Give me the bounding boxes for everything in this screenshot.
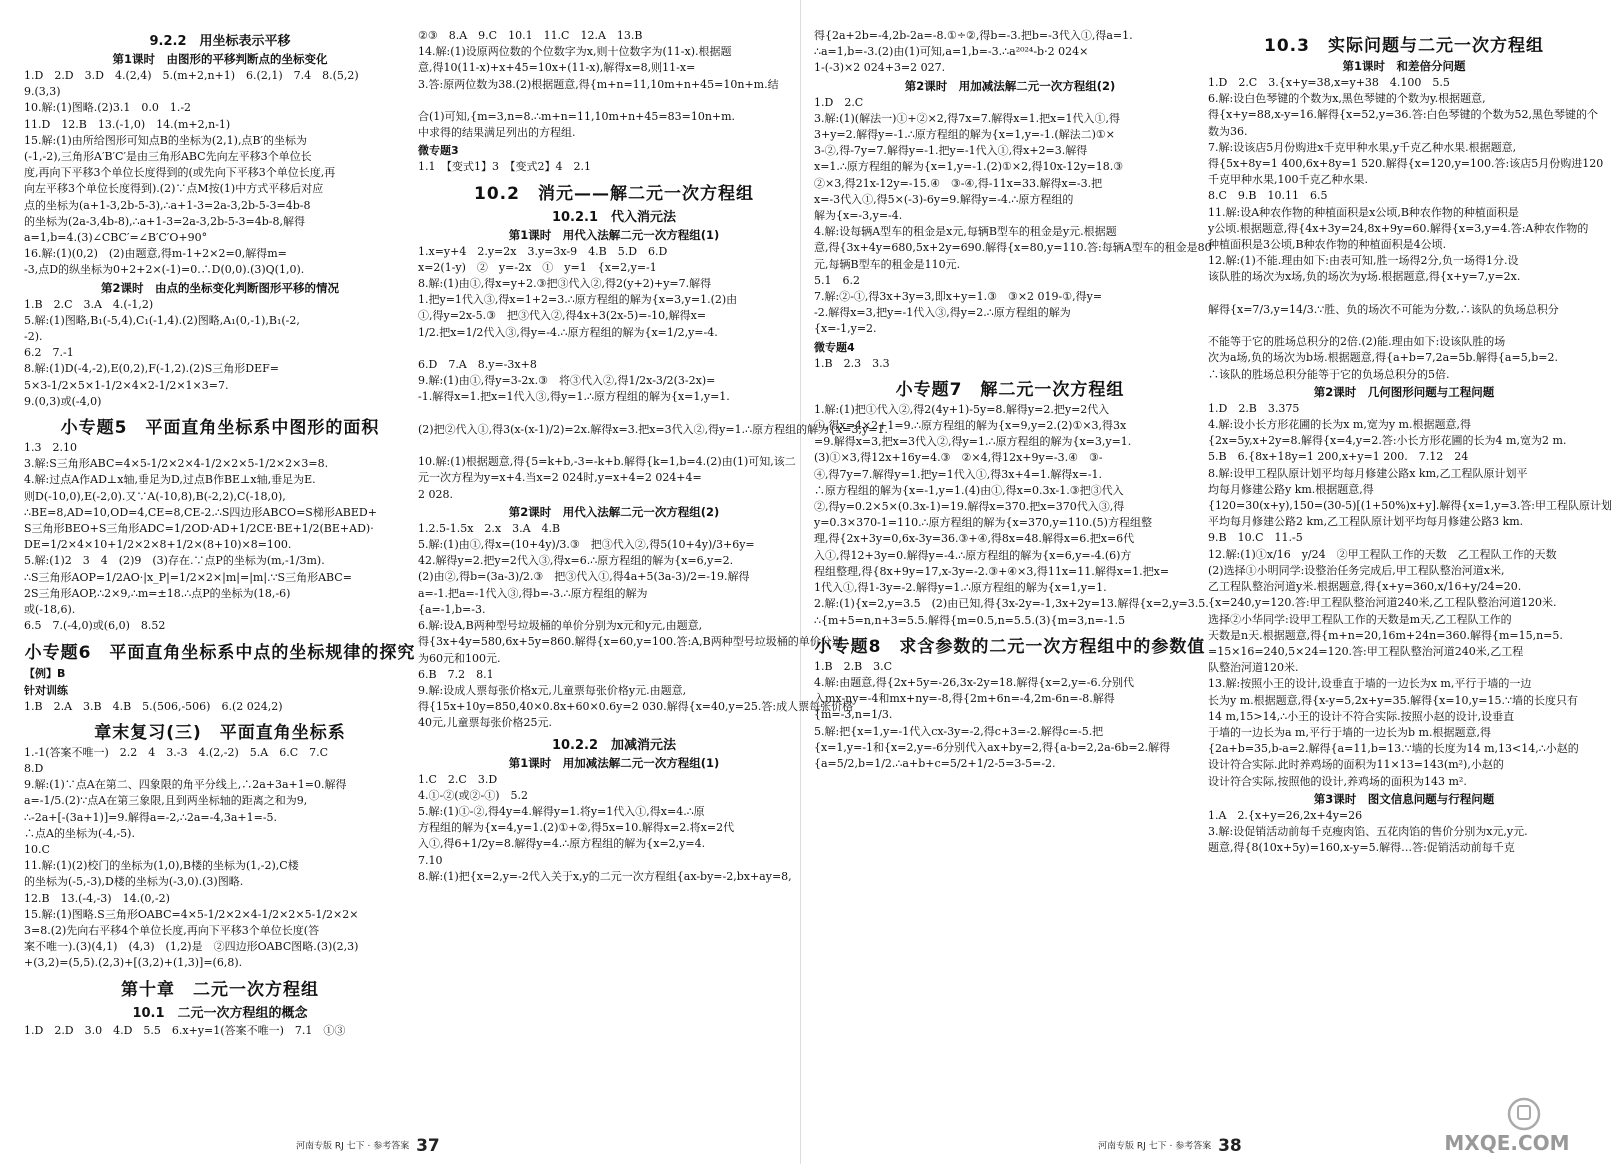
answer-line: S三角形BEO+S三角形ADC=1/2OD·AD+1/2CE·BE+1/2(BE+AD)· [24,522,374,536]
subheading: 针对训练 [24,683,68,697]
section-heading: 第2课时 用加减法解二元一次方程组(2) [904,78,1116,93]
answer-line: 14 m,15>14,∴小王的设计不符合实际.按照小赵的设计,设垂直 [1208,709,1515,723]
answer-line: 13.解:按照小王的设计,设垂直于墙的一边长为x m,平行于墙的一边 [1208,677,1532,691]
answer-line: 40元,儿童票每张价格25元. [418,716,552,730]
answer-line: {m=-3,n=1/3. [814,708,893,722]
answer-line: {a=5/2,b=1/2.∴a+b+c=5/2+1/2-5=3-5=-2. [814,756,1056,770]
answer-line: 8.解:设甲工程队原计划平均每月修建公路x km,乙工程队原计划平 [1208,466,1528,480]
answer-line: 4.解:由题意,得{2x+5y=-26,3x-2y=18.解得{x=2,y=-6.分别代 [814,675,1134,689]
answer-line: 种植面积是3公顷,B种农作物的种植面积是4公顷. [1208,238,1447,252]
answer-line: 9.解:(1)由①,得y=3-2x.③ 将③代入②,得1/2x-3/2(3-2x)= [418,374,716,388]
answer-line: 2.解:(1){x=2,y=3.5 (2)由已知,得{3x-2y=-1,3x+2y=13.解得{x=2,y=3.5. [814,597,1209,611]
answer-line: 设计符合实际,按照他的设计,养鸡场的面积为143 m². [1208,774,1467,788]
answer-line: 12.解:(1)①x/16 y/24 ②甲工程队工作的天数 乙工程队工作的天数 [1208,547,1557,561]
answer-line: ②③ 8.A 9.C 10.1 11.C 12.A 13.B [418,29,643,42]
section-heading: 10.1 二元一次方程组的概念 [132,1005,308,1021]
answer-line: 方程组的解为{x=4,y=1.(2)①+②,得5x=10.解得x=2.将x=2代 [418,821,735,835]
answer-line: 1.A 2.{x+y=26,2x+4y=26 [1208,808,1363,822]
answer-line: (2)选择①小明同学:设整治任务完成后,甲工程队整治河道x米, [1208,563,1505,577]
answer-line: 16.解:(1)(0,2) (2)由题意,得m-1+2×2=0,解得m= [24,247,287,261]
answer-line: {x=240,y=120.答:甲工程队整治河道240米,乙工程队整治河道120米. [1208,596,1557,610]
section-heading: 小专题8 求含参数的二元一次方程组中的参数值 [814,636,1206,657]
answer-line: 5.解:(1)①-②,得4y=4.解得y=1.将y=1代入①,得x=4.∴原 [418,804,705,818]
section-heading: 10.2 消元——解二元一次方程组 [474,183,754,204]
answer-line: 3.解:S三角形ABC=4×5-1/2×2×4-1/2×2×5-1/2×2×3=8. [24,457,329,471]
answer-line: 案不唯一).(3)(4,1) (4,3) (1,2)是 ②四边形OABC图略.(3)(2,3) [24,940,359,954]
answer-line: 1.x=y+4 2.y=2x 3.y=3x-9 4.B 5.D 6.D [418,244,668,258]
answer-line: 队整治河道120米. [1208,661,1299,675]
section-heading: 小专题5 平面直角坐标系中图形的面积 [60,418,380,439]
answer-line: 平均每月修建公路2 km,乙工程队原计划平均每月修建公路3 km. [1208,515,1524,529]
column-4 [1208,28,1612,1138]
answer-line: 中求得的结果满足列出的方程组. [418,126,576,140]
answer-line: 向左平移3个单位长度得到).(2)∵点M按(1)中方式平移后对应 [24,182,324,196]
answer-line: (2)由②,得b=(3a-3)/2.③ 把③代入①,得4a+5(3a-3)/2=-19.解得 [418,570,750,584]
answer-line: 1.3 2.10 [24,441,77,455]
answer-line: 意,得10(11-x)+x+45=10x+(11-x),解得x=8,则11-x= [418,61,696,75]
answer-line: 5.解:(1)由①,得x=(10+4y)/3.③ 把③代入②,得5(10+4y)/3+6y= [418,538,755,552]
answer-line: 4.解:设小长方形花圃的长为x m,宽为y m.根据题意,得 [1208,418,1471,432]
answer-line: 合(1)可知,{m=3,n=8.∴m+n=11,10m+n+45=83=10n+m. [418,110,736,124]
answer-line: =15×16=240,5×24=120.答:甲工程队整治河道240米,乙工程 [1208,644,1524,658]
section-heading: 第1课时 用加减法解二元一次方程组(1) [508,755,720,770]
answer-line: 入①,得12+3y=0.解得y=-4.∴原方程组的解为{x=6,y=-4.(6)方 [814,548,1132,562]
answer-line: 9.(0,3)或(-4,0) [24,394,102,408]
answer-line: 5×3-1/2×5×1-1/2×4×2-1/2×1×3=7. [24,378,229,392]
answer-line: 9.解:(1)∵点A在第二、四象限的角平分线上,∴2a+3a+1=0.解得 [24,778,347,792]
answer-line [418,93,810,109]
answer-line: DE=1/2×4×10+1/2×2×8+1/2×(8+10)×8=100. [24,538,292,552]
answer-line: x=2(1-y) ② y=-2x ① y=1 {x=2,y=-1 [418,260,657,274]
answer-line: 选择②小华同学:设甲工程队工作的天数是m天,乙工程队工作的 [1208,612,1512,626]
answer-line: 3-②,得-7y=7.解得y=-1.把y=-1代入①,得x+2=3.解得 [814,144,1088,158]
answer-line: 11.解:(1)(2)校门的坐标为(1,0),B楼的坐标为(1,-2),C楼 [24,859,299,873]
answer-line: 14.解:(1)设原两位数的个位数字为x,则十位数字为(11-x).根据题 [418,45,732,59]
answer-line [418,406,810,422]
answer-line: 千克甲种水果,100千克乙种水果. [1208,173,1368,187]
answer-line: 1.D 2.C 3.{x+y=38,x=y+38 4.100 5.5 [1208,76,1450,89]
answer-line: 设计符合实际.此时养鸡场的面积为11×13=143(m²),小赵的 [1208,758,1504,772]
answer-line: 入mx-ny=-4和mx+ny=-8,得{2m+6n=-4,2m-6n=-8.解得 [814,692,1115,706]
answer-line: 8.C 9.B 10.11 6.5 [1208,189,1328,203]
answer-line: 6.B 7.2 8.1 [418,667,494,681]
answer-line: 长为y m.根据题意,得{x-y=5,2x+y=35.解得{x=10,y=15.∵墙的长度只有 [1208,693,1578,707]
answer-line: 7.解:②-①,得3x+3y=3,即x+y=1.③ ③×2 019-①,得y= [814,290,1103,304]
answer-line: ∴点A的坐标为(-4,-5). [24,826,135,840]
answer-line: 15.解:(1)由所给图形可知点B的坐标为(2,1),点B′的坐标为 [24,133,308,147]
section-heading: 小专题6 平面直角坐标系中点的坐标规律的探究 [24,642,416,663]
answer-line: +(3,2)=(5,5).(2,3)+[(3,2)+(1,3)]=(6,8). [24,956,243,970]
answer-line: 8.解:(1)把{x=2,y=-2代入关于x,y的二元一次方程组{ax-by=-2,bx+ay=8, [418,869,792,883]
answer-line: 8.D [24,761,44,775]
answer-line [1208,318,1600,334]
answer-line: 12.B 13.(-4,-3) 14.(0,-2) [24,891,170,905]
answer-line: 2 028. [418,487,453,501]
section-heading: 10.2.2 加减消元法 [551,737,677,753]
answer-line: 12.解:(1)不能.理由如下:由表可知,胜一场得2分,负一场得1分.设 [1208,254,1519,268]
watermark-logo [1432,1094,1582,1156]
answer-line: -2). [24,330,43,344]
answer-line: 1.C 2.C 3.D [418,772,498,786]
section-heading: 10.3 实际问题与二元一次方程组 [1264,36,1544,56]
answer-line: ②×3,得21x-12y=-15.④ ③-④,得-11x=33.解得x=-3.把 [814,176,1103,190]
answer-line: 意,得{3x+4y=680,5x+2y=690.解得{x=80,y=110.答:每辆A型车的租金是80 [814,241,1212,255]
answer-line [418,341,810,357]
answer-line: (2)把②代入①,得3(x-(x-1)/2)=2x.解得x=3.把x=3代入②,得y=1.∴原方程组的解为{x=3,y=1. [418,422,888,436]
answer-line: 15.解:(1)图略.S三角形OABC=4×5-1/2×2×4-1/2×2×5-1/2×2× [24,907,359,921]
footer-right [1098,1136,1242,1156]
answer-line: 得{15x+10y=850,40×0.8x+60×0.6y=2 030.解得{x=40,y=25.答:成人票每张价格 [418,700,854,714]
answer-line: 得{3x+4y=580,6x+5y=860.解得{x=60,y=100.答:A,B两种型号垃圾桶的单价分别 [418,635,843,649]
answer-line: 均每月修建公路y km.根据题意,得 [1208,482,1374,496]
answer-line: ∴原方程组的解为{x=-1,y=1.(4)由①,得x=0.3x-1.③把③代入 [814,483,1124,497]
answer-line: 1.B 2.A 3.B 4.B 5.(506,-506) 6.(2 024,2) [24,699,283,713]
answer-line: 1.D 2.D 3.D 4.(2,4) 5.(m+2,n+1) 6.(2,1) 7.4 8.(5,2) [24,69,359,82]
answer-line: 10.解:(1)图略.(2)3.1 0.0 1.-2 [24,101,192,115]
answer-line: 为60元和100元. [418,651,501,665]
section-heading: 第2课时 用代入法解二元一次方程组(2) [508,504,720,519]
answer-line: 3+y=2.解得y=-1.∴原方程组的解为{x=1,y=-1.(解法二)①× [814,128,1116,142]
answer-line: 5.B 6.{8x+18y=1 200,x+y=1 200. 7.12 24 [1208,450,1469,464]
answer-line: y公顷.根据题意,得{4x+3y=24,8x+9y=60.解得{x=3,y=4.答:A种农作物的 [1208,221,1589,235]
answer-line: {2x=5y,x+2y=8.解得{x=4,y=2.答:小长方形花圃的长为4 m,宽为2 m. [1208,434,1567,448]
answer-line: 6.2 7.-1 [24,346,74,360]
answer-line: 9.(3,3) [24,85,61,99]
answer-line: 3.解:(1)(解法一)①+②×2,得7x=7.解得x=1.把x=1代入①,得 [814,111,1121,125]
answer-line: 1.2.5-1.5x 2.x 3.A 4.B [418,521,561,535]
answer-line: 得{2a+2b=-4,2b-2a=-8.①÷②,得b=-3.把b=-3代入①,得a=1. [814,29,1133,42]
answer-line: 解得{x=7/3,y=14/3.∵胜、负的场次不可能为分数,∴该队的负场总积分 [1208,302,1559,316]
answer-line: 6.5 7.(-4,0)或(6,0) 8.52 [24,619,166,633]
answer-line: 得{x+y=88,x-y=16.解得{x=52,y=36.答:白色琴键的个数为52,黑色琴键的个 [1208,108,1599,122]
section-heading: 第1课时 用代入法解二元一次方程组(1) [508,227,720,242]
footer-text: 河南专版 RJ 七下 · 参考答案 [1098,1141,1212,1152]
answer-line: (3)①×3,得12x+16y=4.③ ②×4,得12x+9y=-3.④ ③- [814,451,1103,465]
answer-line: 点的坐标为(a+1-3,2b-5-3),∴a+1-3=2a-3,2b-5-3=4b-8 [24,198,311,212]
column-1 [24,28,416,1138]
answer-line: 6.解:设A,B两种型号垃圾桶的单价分别为x元和y元,由题意, [418,619,703,633]
answer-line: 3=8.(2)先向右平移4个单位长度,再向下平移3个单位长度(答 [24,923,320,937]
answer-line: 或(-18,6). [24,603,76,617]
answer-line: =9.解得x=3,把x=3代入②,得y=1.∴原方程组的解为{x=3,y=1. [814,435,1132,449]
answer-line: 9.B 10.C 11.-5 [1208,531,1303,545]
answer-line: 程组整理,得{8x+9y=17,x-3y=-2.③+④×3,得11x=11.解得x=1.把x= [814,564,1170,578]
answer-line: 8.解:(1)由①,得x=y+2.③把③代入②,得2(y+2)+y=7.解得 [418,277,712,291]
answer-line: {2a+b=35,b-a=2.解得{a=11,b=13.∵墙的长度为14 m,13<14,∴小赵的 [1208,742,1579,756]
answer-line: {120=30(x+y),150=(30-5)[(1+50%)x+y].解得{x=1,y=3.答:甲工程队原计划 [1208,499,1612,513]
answer-line: 理,得{2x+3y=0,6x-3y=36.③+④,得8x=48.解得x=6.把x=6代 [814,532,1135,546]
answer-line: -1.解得x=1.把x=1代入③,得y=1.∴原方程组的解为{x=1,y=1. [418,390,730,404]
answer-line: 11.D 12.B 13.(-1,0) 14.(m+2,n-1) [24,117,231,131]
answer-line: 解为{x=-3,y=-4. [814,209,903,223]
answer-line: 入①,得6+1/2y=8.解得y=4.∴原方程组的解为{x=2,y=4. [418,837,706,851]
answer-line: 3.答:原两位数为38.(2)根据题意,得{m+n=11,10m+n+45=10n+m.结 [418,77,779,91]
answer-line: a=-1.把a=-1代入③,得b=-3.∴原方程组的解为 [418,586,648,600]
section-heading: 10.2.1 代入消元法 [551,209,677,225]
answer-line: 的坐标为(2a-3,4b-8),∴a+1-3=2a-3,2b-5-3=4b-8,解得 [24,214,306,228]
page-right [800,0,1612,1164]
answer-line: 9.解:设成人票每张价格x元,儿童票每张价格y元.由题意, [418,683,687,697]
answer-line: 度,再向下平移3个单位长度得到的(或先向下平移3个单位长度,再 [24,166,336,180]
answer-line: ∴BE=8,AD=10,OD=4,CE=8,CE-2.∴S四边形ABCO=S梯形ABED+ [24,505,377,519]
answer-line: 1.解:(1)把①代入②,得2(4y+1)-5y=8.解得y=2.把y=2代入 [814,402,1110,416]
answer-line: ∴S三角形AOP=1/2AO·|x_P|=1/2×2×|m|=|m|.∵S三角形ABC= [24,570,352,584]
section-heading: 小专题7 解二元一次方程组 [895,379,1125,400]
answer-line: 次为a场,负的场次为b场.根据题意,得{a+b=7,2a=5b.解得{a=5,b=2. [1208,351,1558,365]
answer-line: 乙工程队整治河道y米.根据题意,得{x+y=360,x/16+y/24=20. [1208,580,1522,594]
answer-line: 3.解:设促销活动前每千克瘦肉馅、五花肉馅的售价分别为x元,y元. [1208,824,1528,838]
section-heading: 9.2.2 用坐标表示平移 [149,34,291,49]
answer-line: 元,每辆B型车的租金是110元. [814,257,961,271]
answer-line: 10.C [24,842,50,856]
answer-line: ∴a=1,b=-3.(2)由(1)可知,a=1,b=-3.∴a²⁰²⁴-b·2 024× [814,45,1089,59]
answer-line: 1.B 2.C 3.A 4.(-1,2) [24,297,154,311]
subheading: 微专题3 [418,144,459,158]
section-heading: 章末复习(三) 平面直角坐标系 [94,722,346,743]
answer-line: 4.解:过点A作AD⊥x轴,垂足为D,过点B作BE⊥x轴,垂足为E. [24,473,316,487]
answer-line: 1.D 2.C [814,95,864,109]
answer-line [418,438,810,454]
answer-line: 2S三角形AOP,∴2×9,∴m=±18.∴点P的坐标为(18,-6) [24,586,291,600]
watermark-text: MXQE.COM [1444,1131,1570,1155]
answer-line: {x=1,y=-1和{x=2,y=-6分别代入ax+by=2,得{a-b=2,2a-6b=2.解得 [814,740,1171,754]
subheading: 微专题4 [814,340,855,354]
answer-line: 则D(-10,0),E(-2,0).又∵A(-10,8),B(-2,2),C(-18,0), [24,489,286,503]
answer-line: 元一次方程为y=x+4.当x=2 024时,y=x+4=2 024+4= [418,471,702,485]
answer-line: 天数是n天.根据题意,得{m+n=20,16m+24n=360.解得{m=15,n=5. [1208,628,1563,642]
page-number: 38 [1218,1136,1242,1156]
answer-line: {a=-1,b=-3. [418,602,486,616]
section-heading: 第2课时 几何图形问题与工程问题 [1313,384,1495,399]
subheading: 【例】B [24,666,66,680]
answer-line: 6.D 7.A 8.y=-3x+8 [418,358,537,372]
answer-line: -3,点D的纵坐标为0+2+2×(-1)=0.∴D(0,0).(3)Q(1,0). [24,263,305,277]
section-heading: 第2课时 由点的坐标变化判断图形平移的情况 [101,280,339,295]
answer-line: ④,得7y=7.解得y=1.把y=1代入①,得3x+4=1.解得x=-1. [814,467,1103,481]
answer-line [1208,286,1600,302]
answer-line: 1/2.把x=1/2代入③,得y=-4.∴原方程组的解为{x=1/2,y=-4. [418,325,718,339]
answer-line: 11.解:设A种农作物的种植面积是x公顷,B种农作物的种植面积是 [1208,205,1519,219]
answer-line: 7.10 [418,853,443,867]
answer-line: 1.D 2.B 3.375 [1208,401,1300,415]
section-heading: 第3课时 图文信息问题与行程问题 [1313,791,1495,806]
answer-line: ∴{m+5=n,n+3=5.5.解得{m=0.5,n=5.5.(3){m=3,n=-1.5 [814,613,1126,627]
answer-line: 8.解:(1)D(-4,-2),E(0,2),F(-1,2).(2)S三角形DEF= [24,362,279,376]
answer-line: ∴-2a+[-(3a+1)]=9.解得a=-2,∴2a=-4,3a+1=-5. [24,810,278,824]
answer-line: a=1,b=4.(3)∠CBC′=∠B′C′O+90° [24,231,208,245]
answer-line: a=-1/5.(2)∵点A在第三象限,且到两坐标轴的距离之和为9, [24,794,308,808]
answer-line: 1.-1(答案不唯一) 2.2 4 3.-3 4.(2,-2) 5.A 6.C 7.C [24,745,329,759]
answer-line: -2.解得x=3,把y=-1代入③,得y=2.∴原方程组的解为 [814,306,1071,320]
footer-left [296,1136,440,1156]
answer-line: {x=-1,y=2. [814,322,877,336]
answer-line: ②,得y=0.2×5×(0.3x-1)=19.解得x=370.把x=370代入③,得 [814,500,1125,514]
answer-line: 5.解:(1)2 3 4 (2)9 (3)存在.∵点P的坐标为(m,-1/3m). [24,554,325,568]
answer-line: 5.1 6.2 [814,273,860,287]
answer-line: 于墙的一边长为a m,平行于墙的一边长为b m.根据题意,得 [1208,725,1491,739]
answer-line: 不能等于它的胜场总积分的2倍.(2)能.理由如下:设该队胜的场 [1208,335,1506,349]
answer-line: 1.1 【变式1】3 【变式2】4 2.1 [418,160,591,174]
section-heading: 第1课时 由图形的平移判断点的坐标变化 [112,52,328,66]
section-heading: 第1课时 和差倍分问题 [1342,59,1466,73]
footer-text: 河南专版 RJ 七下 · 参考答案 [296,1141,410,1152]
answer-line: 1.B 2.3 3.3 [814,356,890,370]
column-3 [814,28,1212,1138]
answer-line: 1.B 2.B 3.C [814,659,893,673]
answer-line: 42.解得y=2.把y=2代入③,得x=6.∴原方程组的解为{x=6,y=2. [418,554,734,568]
answer-line: ①,得x=4×2+1=9.∴原方程组的解为{x=9,y=2.(2)①×3,得3x [814,419,1127,433]
answer-line: 6.解:设白色琴键的个数为x,黑色琴键的个数为y.根据题意, [1208,92,1486,106]
answer-line: 4.①-②(或②-①) 5.2 [418,788,529,802]
answer-line: 数为36. [1208,124,1248,138]
answer-line: 4.解:设每辆A型车的租金是x元,每辆B型车的租金是y元.根据题 [814,225,1117,239]
answer-line: 10.解:(1)根据题意,得{5=k+b,-3=-k+b.解得{k=1,b=4.(2)由(1)可知,该二 [418,455,796,469]
answer-line: x=1.∴原方程组的解为{x=1,y=-1.(2)①×2,得10x-12y=18.③ [814,160,1124,174]
answer-line: 1-(-3)×2 024+3=2 027. [814,61,946,75]
answer-line: ①,得y=2x-5.③ 把③代入②,得4x+3(2x-5)=-10,解得x= [418,309,707,323]
answer-line: 5.解:把{x=1,y=-1代入cx-3y=-2,得c+3=-2.解得c=-5.把 [814,724,1104,738]
answer-line: 1.把y=1代入③,得x=1+2=3.∴原方程组的解为{x=3,y=1.(2)由 [418,293,738,307]
page-number: 37 [416,1136,440,1156]
answer-line: 1.D 2.D 3.0 4.D 5.5 6.x+y=1(答案不唯一) 7.1 ①③ [24,1023,346,1037]
answer-line: x=-3代入①,得5×(-3)-6y=9.解得y=-4.∴原方程组的 [814,192,1074,206]
answer-line: (-1,-2),三角形A′B′C′是由三角形ABC先向左平移3个单位长 [24,150,312,164]
section-heading: 第十章 二元一次方程组 [121,979,319,1000]
answer-line: 该队胜的场次为x场,负的场次为y场.根据题意,得{x+y=7,y=2x. [1208,270,1521,284]
answer-line: 的坐标为(-5,-3),D楼的坐标为(-3,0).(3)图略. [24,875,244,889]
answer-line: 7.解:设该店5月份购进x千克甲种水果,y千克乙种水果.根据题意, [1208,140,1517,154]
answer-line: 题意,得{8(10x+5y)=160,x-y=5.解得…答:促销活动前每千克 [1208,841,1515,855]
answer-line: y=0.3×370-1=110.∴原方程组的解为{x=370,y=110.(5)方程组整 [814,516,1152,530]
answer-line: ∴该队的胜场总积分能等于它的负场总积分的5倍. [1208,367,1450,381]
answer-line: 5.解:(1)图略,B₁(-5,4),C₁(-1,4).(2)图略,A₁(0,-1),B₁(-2, [24,313,300,327]
answer-line: 得{5x+8y=1 400,6x+8y=1 520.解得{x=120,y=100.答:该店5月份购进120 [1208,157,1604,171]
answer-line: 1代入①,得1-3y=-2.解得y=1.∴原方程组的解为{x=1,y=1. [814,581,1107,595]
